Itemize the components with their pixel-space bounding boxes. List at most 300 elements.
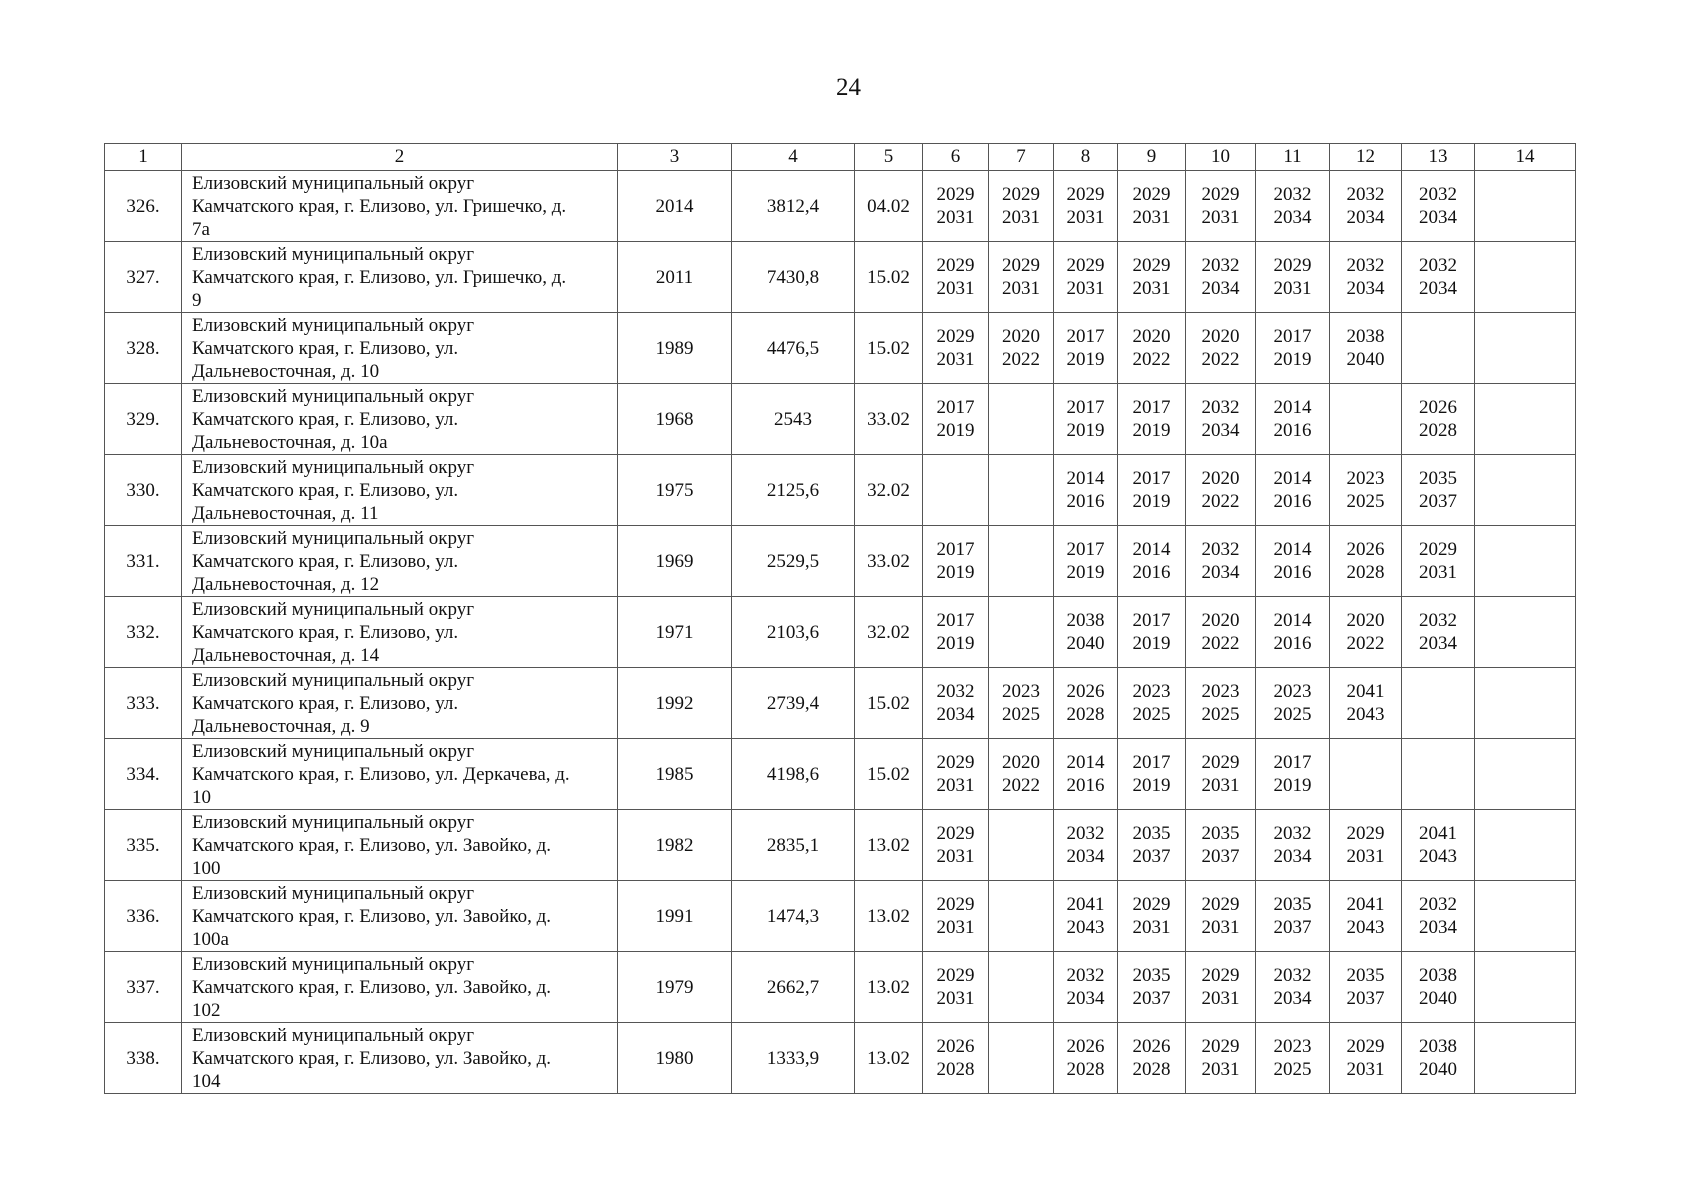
period-cell xyxy=(1186,881,1256,952)
period-start-year: 2029 xyxy=(1132,184,1171,205)
period-cell xyxy=(989,668,1054,739)
period-end-year: 2031 xyxy=(1201,775,1240,796)
period-end-year: 2025 xyxy=(1132,704,1171,725)
period-end-year: 2037 xyxy=(1132,988,1171,1009)
period-end-year: 2028 xyxy=(1346,562,1385,583)
address-line: Дальневосточная, д. 14 xyxy=(192,644,380,666)
period-end-year: 2043 xyxy=(1066,917,1105,938)
period-end-year: 2034 xyxy=(1201,278,1240,299)
period-end-year: 2022 xyxy=(1002,775,1040,796)
period-cell xyxy=(1330,597,1402,668)
period-end-year: 2037 xyxy=(1346,988,1385,1009)
period-cell xyxy=(989,526,1054,597)
address-line: Елизовский муниципальный округ xyxy=(192,385,474,407)
period-end-year: 2025 xyxy=(1201,704,1240,725)
period-cell xyxy=(923,952,989,1023)
period-start-year: 2029 xyxy=(1201,184,1240,205)
period-end-year: 2037 xyxy=(1419,491,1457,512)
period-cell xyxy=(923,668,989,739)
period-cell xyxy=(1054,597,1118,668)
address-line: Елизовский муниципальный округ xyxy=(192,527,474,549)
table-row xyxy=(105,810,1576,881)
period-end-year: 2031 xyxy=(1273,278,1312,299)
period-end-year: 2031 xyxy=(936,846,975,867)
period-end-year: 2034 xyxy=(1201,562,1240,583)
period-end-year: 2019 xyxy=(1132,775,1171,796)
period-cell xyxy=(1186,455,1256,526)
period-cell xyxy=(1256,952,1330,1023)
address-cell xyxy=(182,242,618,313)
area-cell: 4198,6 xyxy=(732,739,855,810)
period-end-year: 2016 xyxy=(1273,633,1312,654)
period-cell xyxy=(923,242,989,313)
period-cell xyxy=(1054,952,1118,1023)
period-cell xyxy=(1256,668,1330,739)
period-cell xyxy=(1256,739,1330,810)
table-body xyxy=(105,144,1576,1094)
period-end-year: 2037 xyxy=(1273,917,1312,938)
address-line: Камчатского края, г. Елизово, ул. Завойко, д. xyxy=(192,976,552,998)
period-end-year: 2034 xyxy=(1419,917,1457,938)
area-cell: 2125,6 xyxy=(732,455,855,526)
period-cell xyxy=(1118,739,1186,810)
period-start-year: 2032 xyxy=(1346,184,1385,205)
column-number-cell: 12 xyxy=(1330,144,1402,171)
period-start-year: 2035 xyxy=(1132,965,1171,986)
period-cell xyxy=(1118,384,1186,455)
column-number-cell: 10 xyxy=(1186,144,1256,171)
period-cell xyxy=(923,810,989,881)
table-row xyxy=(105,1023,1576,1094)
empty-cell xyxy=(1475,668,1576,739)
period-start-year: 2032 xyxy=(1273,965,1312,986)
period-end-year: 2025 xyxy=(1273,704,1312,725)
period-start-year: 2029 xyxy=(1132,255,1171,276)
period-start-year: 2032 xyxy=(1201,539,1240,560)
period-start-year: 2032 xyxy=(1419,184,1457,205)
period-cell xyxy=(1256,455,1330,526)
period-cell xyxy=(1330,1023,1402,1094)
period-end-year: 2034 xyxy=(1419,207,1457,228)
area-cell: 2103,6 xyxy=(732,597,855,668)
period-end-year: 2031 xyxy=(1346,1059,1385,1080)
period-start-year: 2026 xyxy=(1066,1036,1105,1057)
row-number-cell: 337. xyxy=(105,952,182,1023)
period-start-year: 2029 xyxy=(1273,255,1312,276)
period-start-year: 2029 xyxy=(1346,1036,1385,1057)
period-cell xyxy=(1402,242,1475,313)
period-cell xyxy=(1186,952,1256,1023)
code-cell: 13.02 xyxy=(855,810,923,881)
period-end-year: 2028 xyxy=(1132,1059,1171,1080)
period-cell xyxy=(1256,1023,1330,1094)
period-cell xyxy=(1330,810,1402,881)
address-line: Камчатского края, г. Елизово, ул. xyxy=(192,408,459,430)
address-line: 7а xyxy=(192,218,210,240)
period-cell xyxy=(923,455,989,526)
period-end-year: 2037 xyxy=(1132,846,1171,867)
period-cell xyxy=(1118,810,1186,881)
period-start-year: 2017 xyxy=(936,397,975,418)
period-start-year: 2038 xyxy=(1419,965,1457,986)
period-end-year: 2040 xyxy=(1419,988,1457,1009)
period-end-year: 2019 xyxy=(1066,349,1105,370)
row-number-cell: 331. xyxy=(105,526,182,597)
area-cell: 4476,5 xyxy=(732,313,855,384)
period-start-year: 2017 xyxy=(936,610,975,631)
row-number-cell: 335. xyxy=(105,810,182,881)
period-start-year: 2023 xyxy=(1002,681,1040,702)
period-end-year: 2031 xyxy=(936,775,975,796)
period-start-year: 2029 xyxy=(936,894,975,915)
period-cell xyxy=(1186,1023,1256,1094)
period-cell xyxy=(923,597,989,668)
address-cell xyxy=(182,455,618,526)
address-line: Камчатского края, г. Елизово, ул. xyxy=(192,550,459,572)
column-number-cell: 14 xyxy=(1475,144,1576,171)
address-line: Камчатского края, г. Елизово, ул. Гришечко, д. xyxy=(192,195,567,217)
period-cell xyxy=(1054,455,1118,526)
code-cell: 15.02 xyxy=(855,313,923,384)
period-end-year: 2019 xyxy=(936,633,975,654)
table-row xyxy=(105,171,1576,242)
period-start-year: 2041 xyxy=(1346,894,1385,915)
address-cell xyxy=(182,597,618,668)
area-cell: 7430,8 xyxy=(732,242,855,313)
period-end-year: 2025 xyxy=(1273,1059,1312,1080)
period-cell xyxy=(1402,313,1475,384)
period-cell xyxy=(923,881,989,952)
address-cell xyxy=(182,739,618,810)
period-end-year: 2034 xyxy=(1273,207,1312,228)
period-start-year: 2032 xyxy=(1419,255,1457,276)
period-end-year: 2031 xyxy=(936,207,975,228)
address-line: Камчатского края, г. Елизово, ул. Завойко, д. xyxy=(192,834,552,856)
period-start-year: 2041 xyxy=(1346,681,1385,702)
address-cell xyxy=(182,668,618,739)
address-line: Елизовский муниципальный округ xyxy=(192,953,474,975)
period-cell xyxy=(1118,952,1186,1023)
header-row xyxy=(105,144,1576,171)
period-start-year: 2017 xyxy=(1066,397,1105,418)
period-start-year: 2026 xyxy=(1346,539,1385,560)
period-end-year: 2034 xyxy=(936,704,975,725)
period-cell xyxy=(989,455,1054,526)
period-cell xyxy=(989,384,1054,455)
column-number-cell: 4 xyxy=(732,144,855,171)
period-end-year: 2016 xyxy=(1273,420,1312,441)
empty-cell xyxy=(1475,242,1576,313)
period-start-year: 2032 xyxy=(1201,397,1240,418)
period-start-year: 2029 xyxy=(936,326,975,347)
period-start-year: 2038 xyxy=(1066,610,1105,631)
row-number-cell: 326. xyxy=(105,171,182,242)
period-cell xyxy=(1256,384,1330,455)
period-cell xyxy=(989,881,1054,952)
period-cell xyxy=(1186,242,1256,313)
period-end-year: 2031 xyxy=(936,349,975,370)
period-end-year: 2022 xyxy=(1346,633,1385,654)
period-end-year: 2040 xyxy=(1346,349,1385,370)
period-start-year: 2029 xyxy=(1066,255,1105,276)
row-number-cell: 334. xyxy=(105,739,182,810)
period-cell xyxy=(989,597,1054,668)
period-cell xyxy=(1054,313,1118,384)
period-start-year: 2014 xyxy=(1273,468,1312,489)
address-cell xyxy=(182,313,618,384)
period-end-year: 2019 xyxy=(1132,633,1171,654)
address-line: 10 xyxy=(192,786,211,808)
period-end-year: 2034 xyxy=(1419,633,1457,654)
period-end-year: 2028 xyxy=(1066,1059,1105,1080)
period-cell xyxy=(989,313,1054,384)
period-start-year: 2032 xyxy=(1066,965,1105,986)
period-cell xyxy=(989,242,1054,313)
period-cell xyxy=(1330,313,1402,384)
period-cell xyxy=(1054,242,1118,313)
period-cell xyxy=(1330,455,1402,526)
period-cell xyxy=(1186,384,1256,455)
period-start-year: 2014 xyxy=(1066,468,1105,489)
period-end-year: 2028 xyxy=(1419,420,1457,441)
period-cell xyxy=(1118,668,1186,739)
period-cell xyxy=(1186,171,1256,242)
period-end-year: 2016 xyxy=(1132,562,1171,583)
period-start-year: 2020 xyxy=(1002,752,1040,773)
row-number-cell: 333. xyxy=(105,668,182,739)
period-start-year: 2020 xyxy=(1201,468,1240,489)
period-cell xyxy=(1256,881,1330,952)
period-end-year: 2031 xyxy=(1132,917,1171,938)
period-end-year: 2034 xyxy=(1273,846,1312,867)
build-year-cell: 1980 xyxy=(618,1023,732,1094)
period-cell xyxy=(1402,455,1475,526)
address-line: Дальневосточная, д. 10а xyxy=(192,431,388,453)
address-line: Елизовский муниципальный округ xyxy=(192,669,474,691)
period-end-year: 2031 xyxy=(1419,562,1457,583)
column-number-cell: 11 xyxy=(1256,144,1330,171)
column-number-cell: 3 xyxy=(618,144,732,171)
period-end-year: 2031 xyxy=(1201,207,1240,228)
period-start-year: 2029 xyxy=(1346,823,1385,844)
address-line: Камчатского края, г. Елизово, ул. Завойко, д. xyxy=(192,905,552,927)
build-year-cell: 1985 xyxy=(618,739,732,810)
period-cell xyxy=(1118,881,1186,952)
period-start-year: 2023 xyxy=(1201,681,1240,702)
period-cell xyxy=(1054,1023,1118,1094)
period-end-year: 2037 xyxy=(1201,846,1240,867)
address-line: 104 xyxy=(192,1070,221,1092)
period-start-year: 2026 xyxy=(1066,681,1105,702)
period-end-year: 2016 xyxy=(1066,775,1105,796)
period-start-year: 2035 xyxy=(1273,894,1312,915)
period-start-year: 2029 xyxy=(1201,1036,1240,1057)
period-cell xyxy=(1402,810,1475,881)
period-end-year: 2034 xyxy=(1201,420,1240,441)
period-start-year: 2026 xyxy=(936,1036,975,1057)
empty-cell xyxy=(1475,313,1576,384)
row-number-cell: 338. xyxy=(105,1023,182,1094)
period-cell xyxy=(1402,881,1475,952)
address-line: 100а xyxy=(192,928,229,950)
period-cell xyxy=(1330,881,1402,952)
code-cell: 15.02 xyxy=(855,242,923,313)
period-cell xyxy=(1402,739,1475,810)
period-end-year: 2031 xyxy=(1346,846,1385,867)
period-cell xyxy=(1330,242,1402,313)
period-end-year: 2031 xyxy=(936,278,975,299)
period-start-year: 2023 xyxy=(1346,468,1385,489)
register-table xyxy=(104,143,1576,1094)
period-start-year: 2029 xyxy=(1419,539,1457,560)
area-cell: 2662,7 xyxy=(732,952,855,1023)
period-cell xyxy=(1054,526,1118,597)
period-start-year: 2017 xyxy=(1273,752,1312,773)
period-cell xyxy=(1330,526,1402,597)
period-start-year: 2029 xyxy=(1066,184,1105,205)
column-number-cell: 2 xyxy=(182,144,618,171)
period-end-year: 2043 xyxy=(1346,704,1385,725)
period-start-year: 2041 xyxy=(1419,823,1457,844)
period-cell xyxy=(1186,668,1256,739)
period-cell xyxy=(1054,384,1118,455)
address-line: Камчатского края, г. Елизово, ул. Завойко, д. xyxy=(192,1047,552,1069)
column-number-cell: 6 xyxy=(923,144,989,171)
period-cell xyxy=(1402,171,1475,242)
table-row xyxy=(105,739,1576,810)
period-cell xyxy=(989,952,1054,1023)
empty-cell xyxy=(1475,384,1576,455)
period-start-year: 2035 xyxy=(1346,965,1385,986)
column-number-cell: 8 xyxy=(1054,144,1118,171)
period-start-year: 2041 xyxy=(1066,894,1105,915)
build-year-cell: 1992 xyxy=(618,668,732,739)
period-cell xyxy=(1330,739,1402,810)
table-row xyxy=(105,455,1576,526)
period-cell xyxy=(1054,739,1118,810)
build-year-cell: 1991 xyxy=(618,881,732,952)
period-start-year: 2014 xyxy=(1132,539,1171,560)
address-line: Камчатского края, г. Елизово, ул. xyxy=(192,479,459,501)
period-end-year: 2031 xyxy=(1201,1059,1240,1080)
address-cell xyxy=(182,952,618,1023)
address-line: Камчатского края, г. Елизово, ул. xyxy=(192,621,459,643)
period-cell xyxy=(1118,597,1186,668)
empty-cell xyxy=(1475,455,1576,526)
period-start-year: 2020 xyxy=(1346,610,1385,631)
address-line: Дальневосточная, д. 10 xyxy=(192,360,380,382)
period-end-year: 2016 xyxy=(1273,491,1312,512)
period-start-year: 2020 xyxy=(1002,326,1040,347)
empty-cell xyxy=(1475,1023,1576,1094)
period-cell xyxy=(1256,810,1330,881)
period-end-year: 2031 xyxy=(936,988,975,1009)
period-start-year: 2017 xyxy=(1132,610,1171,631)
period-start-year: 2014 xyxy=(1273,610,1312,631)
page-number: 24 xyxy=(836,74,861,101)
period-end-year: 2028 xyxy=(1066,704,1105,725)
period-cell xyxy=(923,1023,989,1094)
period-end-year: 2022 xyxy=(1002,349,1040,370)
build-year-cell: 1979 xyxy=(618,952,732,1023)
code-cell: 15.02 xyxy=(855,739,923,810)
address-cell xyxy=(182,810,618,881)
address-cell xyxy=(182,526,618,597)
period-end-year: 2031 xyxy=(1066,207,1105,228)
table-row xyxy=(105,526,1576,597)
period-cell xyxy=(1054,668,1118,739)
period-end-year: 2025 xyxy=(1346,491,1385,512)
period-start-year: 2029 xyxy=(936,752,975,773)
period-cell xyxy=(1186,526,1256,597)
address-line: Камчатского края, г. Елизово, ул. xyxy=(192,337,459,359)
period-cell xyxy=(1054,171,1118,242)
period-end-year: 2031 xyxy=(1066,278,1105,299)
period-cell xyxy=(1330,384,1402,455)
period-start-year: 2029 xyxy=(1132,894,1171,915)
period-end-year: 2019 xyxy=(1132,420,1171,441)
period-cell xyxy=(989,810,1054,881)
period-cell xyxy=(1118,526,1186,597)
period-cell xyxy=(989,739,1054,810)
period-end-year: 2028 xyxy=(936,1059,975,1080)
address-line: Елизовский муниципальный округ xyxy=(192,882,474,904)
period-start-year: 2020 xyxy=(1201,326,1240,347)
period-cell xyxy=(1256,526,1330,597)
period-end-year: 2031 xyxy=(1132,278,1171,299)
period-cell xyxy=(1330,171,1402,242)
build-year-cell: 2011 xyxy=(618,242,732,313)
area-cell: 1474,3 xyxy=(732,881,855,952)
period-end-year: 2022 xyxy=(1201,633,1240,654)
period-cell xyxy=(1402,384,1475,455)
build-year-cell: 1969 xyxy=(618,526,732,597)
period-end-year: 2019 xyxy=(936,420,975,441)
period-end-year: 2016 xyxy=(1066,491,1105,512)
period-end-year: 2019 xyxy=(1132,491,1171,512)
empty-cell xyxy=(1475,810,1576,881)
period-start-year: 2032 xyxy=(1201,255,1240,276)
period-cell xyxy=(1054,810,1118,881)
period-cell xyxy=(1054,881,1118,952)
period-cell xyxy=(1402,952,1475,1023)
period-start-year: 2023 xyxy=(1273,1036,1312,1057)
period-cell xyxy=(1330,668,1402,739)
period-start-year: 2017 xyxy=(936,539,975,560)
address-line: Камчатского края, г. Елизово, ул. xyxy=(192,692,459,714)
period-cell xyxy=(989,1023,1054,1094)
period-cell xyxy=(1186,313,1256,384)
period-end-year: 2019 xyxy=(1066,420,1105,441)
period-cell xyxy=(1118,313,1186,384)
period-cell xyxy=(1256,313,1330,384)
period-cell xyxy=(1118,242,1186,313)
period-start-year: 2017 xyxy=(1132,468,1171,489)
code-cell: 32.02 xyxy=(855,455,923,526)
address-cell xyxy=(182,171,618,242)
address-line: Дальневосточная, д. 11 xyxy=(192,502,379,524)
period-end-year: 2031 xyxy=(1002,278,1040,299)
period-cell xyxy=(923,739,989,810)
column-number-cell: 9 xyxy=(1118,144,1186,171)
address-line: Дальневосточная, д. 9 xyxy=(192,715,370,737)
build-year-cell: 1982 xyxy=(618,810,732,881)
empty-cell xyxy=(1475,881,1576,952)
table-row xyxy=(105,313,1576,384)
empty-cell xyxy=(1475,739,1576,810)
address-line: Елизовский муниципальный округ xyxy=(192,243,474,265)
period-start-year: 2032 xyxy=(1066,823,1105,844)
